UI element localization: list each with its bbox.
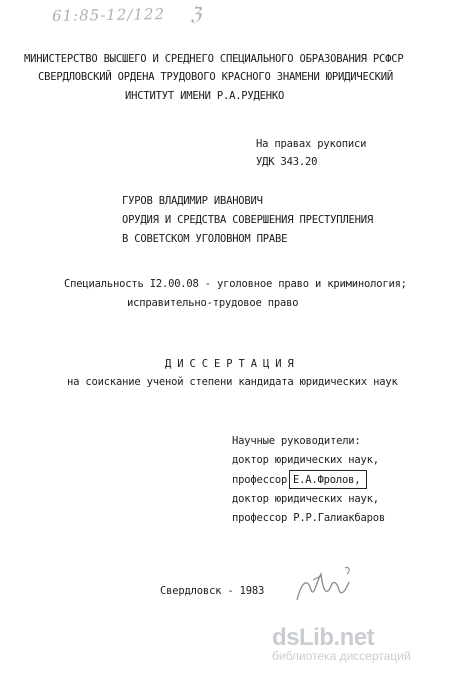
handwritten-signature [293, 562, 363, 607]
specialty-line-2: исправительно-трудовое право [127, 297, 299, 309]
advisor-2-degree: доктор юридических наук, [232, 493, 379, 505]
thesis-title-line-2: В СОВЕТСКОМ УГОЛОВНОМ ПРАВЕ [122, 233, 288, 245]
advisors-heading: Научные руководители: [232, 435, 361, 447]
specialty-line-1: Специальность I2.00.08 - уголовное право и криминология; [64, 278, 407, 290]
udk-code: УДК 343.20 [256, 156, 318, 168]
watermark-subtitle: библиотека диссертаций [272, 649, 411, 663]
ministry-header: МИНИСТЕРСТВО ВЫСШЕГО И СРЕДНЕГО СПЕЦИАЛЬНОГО ОБРАЗОВАНИЯ РСФСР [24, 53, 404, 65]
advisor-1-name: Е.А.Фролов, [293, 474, 361, 486]
archive-mark-suffix: ℨ [190, 4, 202, 25]
author-name: ГУРОВ ВЛАДИМИР ИВАНОВИЧ [122, 195, 263, 207]
institute-name: ИНСТИТУТ ИМЕНИ Р.А.РУДЕНКО [125, 90, 285, 102]
advisor-1-rank: профессор [232, 474, 288, 486]
institute-header: СВЕРДЛОВСКИЙ ОРДЕНА ТРУДОВОГО КРАСНОГО ЗНАМЕНИ ЮРИДИЧЕСКИЙ [38, 71, 394, 83]
archive-mark: 61:85-12/122 [51, 5, 166, 25]
dslib-watermark [272, 624, 411, 663]
city-year: Свердловск - 1983 [160, 585, 265, 597]
advisor-1-degree: доктор юридических наук, [232, 454, 379, 466]
thesis-title-line-1: ОРУДИЯ И СРЕДСТВА СОВЕРШЕНИЯ ПРЕСТУПЛЕНИЯ [122, 214, 373, 226]
manuscript-rights: На правах рукописи [256, 138, 367, 150]
watermark-site: dsLib.net [272, 624, 375, 651]
degree-subtitle: на соискание ученой степени кандидата юридических наук [67, 376, 398, 388]
dissertation-label: Д И С С Е Р Т А Ц И Я [165, 358, 294, 370]
advisor-2-line: профессор Р.Р.Галиакбаров [232, 512, 386, 524]
